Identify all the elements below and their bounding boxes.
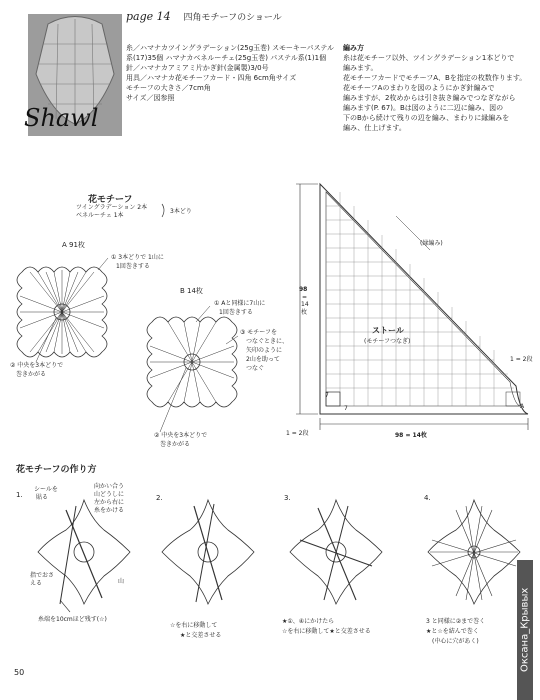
materials-needle: 針／ハマナカアミアミ片かぎ針(金属製)3/0号 — [126, 63, 269, 72]
motif-yarn-2: ベネルーチェ 1本 — [76, 212, 124, 219]
stole-label: ストール — [372, 326, 404, 335]
materials-yarn: 糸／ハマナカツイングラデーション(25g玉巻) スモーキーパステル系(17)35個 ハマナカベネルーチェ(25g玉巻) パステル系(1)1個 — [126, 44, 335, 62]
height-eq: = — [302, 294, 308, 301]
stole-sublabel: (モチーフつなぎ) — [364, 338, 411, 345]
method-line: 編みます(P. 67)。Bは図のように二辺に編み、図の — [343, 103, 504, 112]
corner-a: A — [520, 403, 525, 410]
height-value: 98 — [299, 286, 308, 293]
motif-a-note: 巻きかがる — [16, 371, 47, 378]
method-line: 糸は花モチーフ以外、ツイングラデーション1本どりで — [343, 53, 515, 62]
motif-b-note: 2山を助って — [246, 356, 280, 363]
step4-number: 4. — [424, 494, 431, 502]
step2-number: 2. — [156, 494, 163, 502]
step4-note: ★と☆を結んで巻く — [426, 628, 479, 635]
step1-note: 指でおさえる — [30, 572, 55, 587]
motif-b-note: 巻きかがる — [160, 441, 191, 448]
materials-tools: 用具／ハマナカ花モチーフカード・四角 6cm角サイズ — [126, 73, 297, 82]
motif-a-note: ① 3本どりで 1山に — [111, 254, 164, 261]
width-label: 98 = 14枚 — [395, 432, 427, 439]
page-header — [126, 10, 282, 23]
method-block — [343, 44, 529, 133]
motif-yarn-1: ツイングラデーション 2本 — [76, 204, 148, 211]
step1-number: 1. — [16, 491, 23, 499]
motif-b-note: つなぐ — [246, 365, 265, 372]
motif-strands: 3本どり — [170, 208, 192, 215]
page-label: page 14 — [126, 10, 171, 23]
edge-label: (縁編み) — [420, 240, 443, 247]
step1-note: 左から右に — [94, 499, 125, 506]
method-line: 下のBから続けて残りの辺を編み、まわりに縁編みを — [343, 113, 510, 122]
method-line: 花モチーフカードでモチーフA、Bを指定の枚数作ります。 — [343, 73, 527, 82]
method-line: 編み、仕上げます。 — [343, 123, 406, 132]
step2-note: ★と交差させる — [180, 632, 222, 639]
motif-b-drawing — [147, 306, 238, 432]
photo-caption: Shawl — [24, 104, 99, 132]
method-line: 編みます。 — [343, 63, 378, 72]
step4-note: (中心に穴があく) — [432, 638, 479, 645]
step1-note: 糸端を10cmほど残す(☆) — [38, 616, 107, 623]
materials-size: サイズ／図参照 — [126, 93, 175, 102]
step1-note: 山 — [118, 578, 125, 585]
step3-note: ☆を右に移動して★と交差させる — [282, 628, 371, 635]
step1-note: 向かい合う — [94, 483, 125, 490]
motif-b-note: ① Aと同様に7山に — [214, 300, 266, 307]
motif-b-note: 矢印のように — [246, 347, 283, 354]
motif-b-note: ② 中央を3本どりで — [154, 432, 208, 439]
corner-7-left: 7 — [325, 392, 329, 399]
materials-block — [126, 44, 336, 104]
step2-drawing — [162, 500, 254, 604]
motif-a-note: 1回巻きする — [116, 263, 150, 270]
howto-title: 花モチーフの作り方 — [16, 465, 97, 475]
motif-b-label: B 14枚 — [180, 287, 203, 295]
motif-a-drawing — [17, 258, 108, 362]
step1-note: シールを — [34, 486, 58, 493]
stole-diagram — [296, 184, 528, 430]
yarn-bracket — [162, 204, 164, 217]
motif-title: 花モチーフ — [88, 195, 133, 205]
motif-a-label: A 91枚 — [62, 241, 85, 249]
motif-b-note: つなぐときに、 — [246, 338, 289, 345]
materials-motif-size: モチーフの大きさ／7cm角 — [126, 83, 211, 92]
step1-note: 糸をかける — [94, 507, 125, 514]
method-line: 編みますが、2枚めからは引き抜き編みでつなぎながら — [343, 93, 516, 102]
step3-number: 3. — [284, 494, 291, 502]
step3-drawing — [290, 500, 382, 604]
step4-drawing — [428, 500, 520, 604]
watermark: Оксана_Крывых — [517, 560, 533, 700]
motif-a-note: ② 中央を3本どりで — [10, 362, 64, 369]
step1-note: 貼る — [36, 494, 49, 501]
edge-bottom-label: 1 = 2段 — [286, 430, 309, 437]
method-heading: 編み方 — [343, 44, 364, 52]
motif-b-note: ③ モチーフを — [240, 329, 277, 336]
motif-b-note: 1回巻きする — [219, 309, 253, 316]
height-count: 14 — [301, 301, 309, 308]
step2-note: ☆を右に移動して — [170, 622, 218, 629]
step4-note: 3 と同様に②まで巻く — [426, 618, 486, 625]
step1-note: 山どうしに — [94, 491, 125, 498]
step3-note: ★①、④にかけたら — [282, 618, 335, 625]
page-title: 四角モチーフのショール — [183, 13, 282, 23]
edge-right-label: 1 = 2段 — [510, 356, 533, 363]
page-number: 50 — [14, 668, 25, 677]
height-count-unit: 枚 — [301, 309, 308, 316]
method-line: 花モチーフAのまわりを図のようにかぎ針編みで — [343, 83, 495, 92]
corner-7-bottom: 7 — [344, 405, 348, 412]
step1-drawing — [38, 500, 130, 612]
